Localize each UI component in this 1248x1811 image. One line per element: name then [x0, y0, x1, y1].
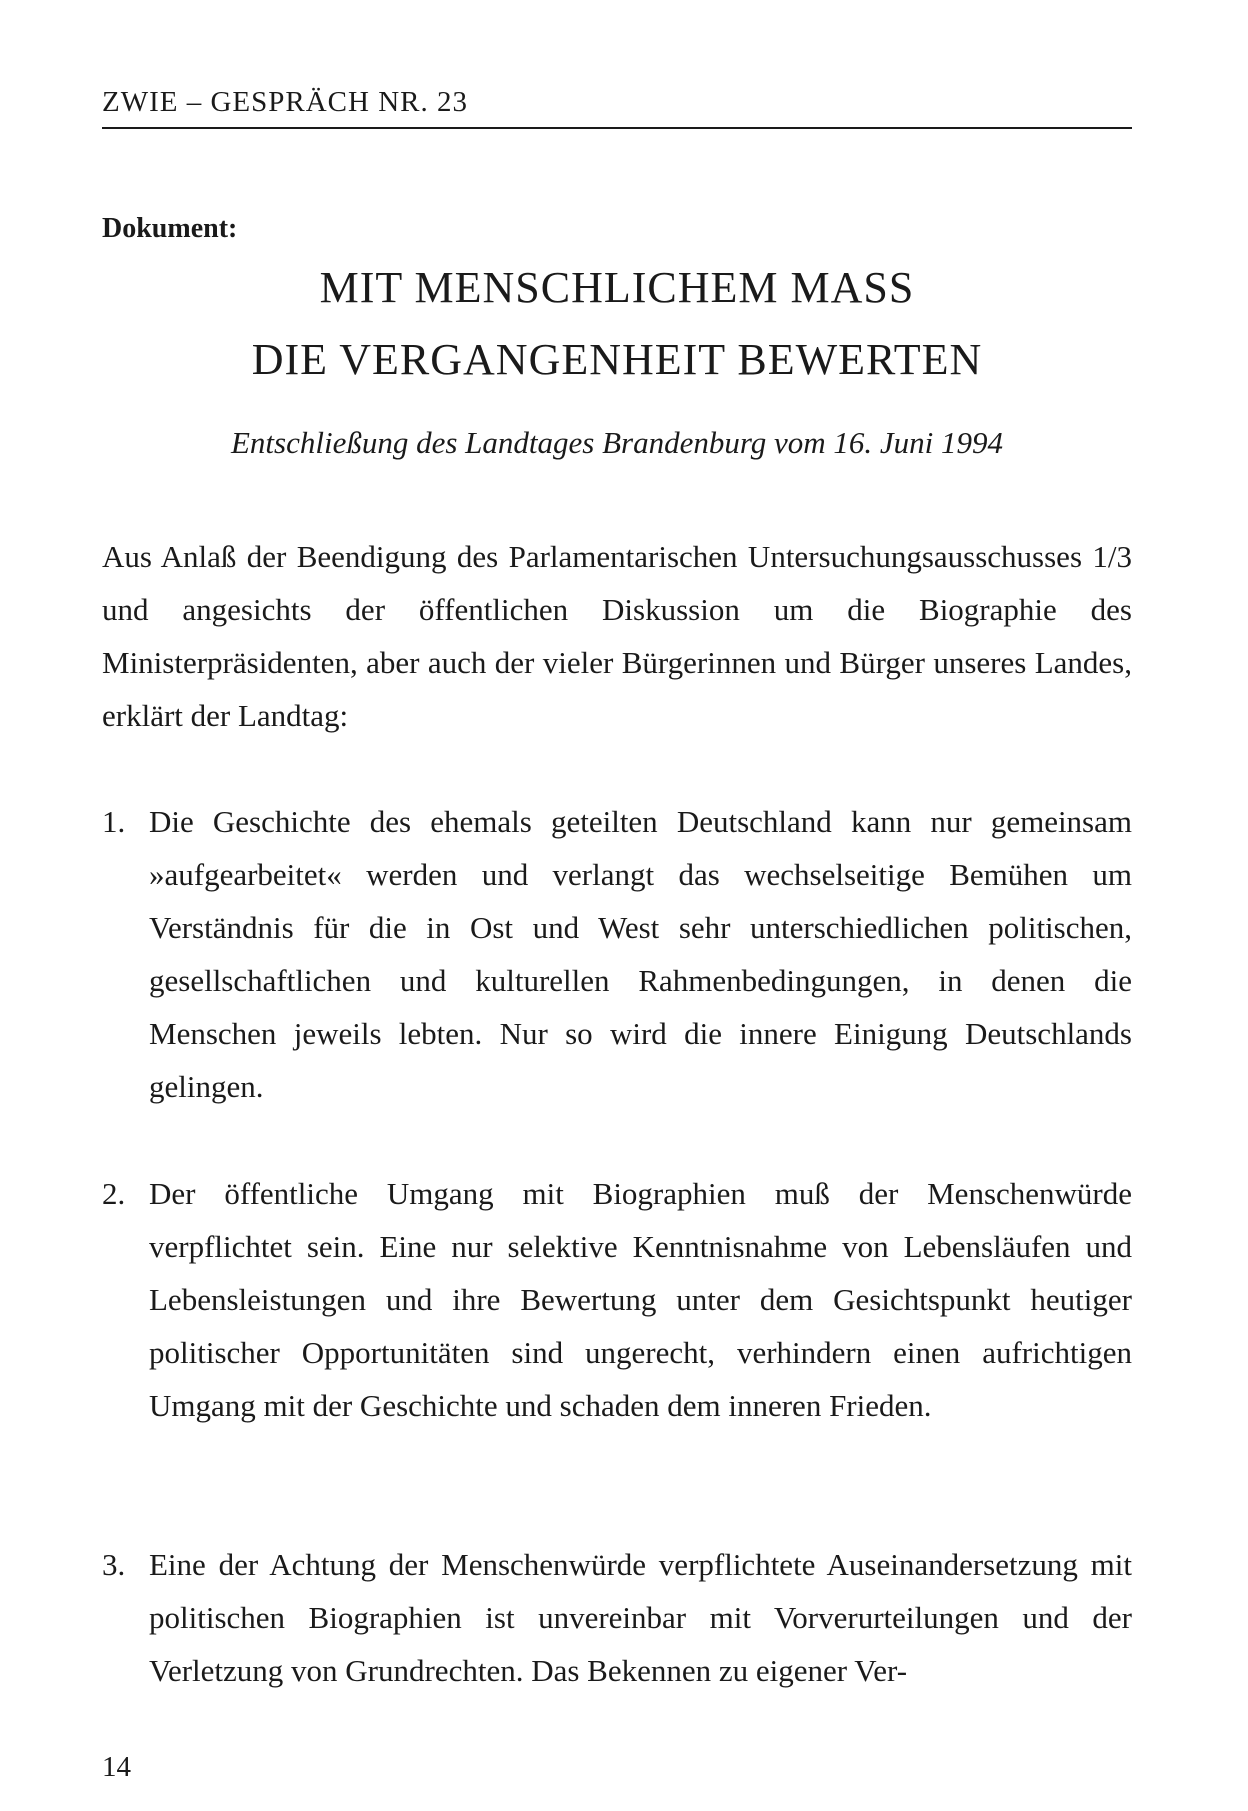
item-text: Der öffentliche Umgang mit Biographien muß der Menschenwürde verpflichtet sein. Eine nur selektive Kenntnisnahme von Lebensläufen und Lebensleistungen und ihre Bewertung unter dem Gesichtspunkt heutiger politischer Opportunitäten sind ungerecht, verhindern einen aufrichtigen Umgang mit der Geschichte und schaden dem inneren Frieden.	[149, 1176, 1132, 1423]
running-head: ZWIE – GESPRÄCH NR. 23	[102, 86, 468, 118]
header-rule	[102, 127, 1132, 129]
numbered-item-2	[102, 1167, 1132, 1432]
item-text: Die Geschichte des ehemals geteilten Deutschland kann nur gemeinsam »aufgearbeitet« werden und verlangt das wechselseitige Bemühen um Verständnis für die in Ost und West sehr unterschiedlichen politischen, gesellschaftlichen und kulturellen Rahmenbedingungen, in denen die Menschen jeweils lebten. Nur so wird die innere Einigung Deutschlands gelingen.	[149, 804, 1132, 1104]
page-number: 14	[102, 1751, 131, 1783]
document-subtitle: Entschließung des Landtages Brandenburg vom 16. Juni 1994	[230, 425, 1004, 460]
numbered-item-1	[102, 795, 1132, 1113]
document-title-line-2: DIE VERGANGENHEIT BEWERTEN	[251, 335, 983, 384]
item-number: 1.	[102, 804, 126, 839]
item-number: 2.	[102, 1176, 126, 1211]
document-label: Dokument:	[102, 213, 238, 244]
intro-paragraph: Aus Anlaß der Beendigung des Parlamentarischen Untersuchungsausschusses 1/3 und angesichts der öffentlichen Diskussion um die Biographie des Ministerpräsidenten, aber auch der vieler Bürgerinnen und Bürger unseres Landes, erklärt der Landtag:	[102, 539, 1132, 733]
item-text: Eine der Achtung der Menschenwürde verpflichtete Auseinandersetzung mit politischen Biographien ist unvereinbar mit Vorverurteilungen und der Verletzung von Grundrechten. Das Bekennen zu eigener Ver-	[149, 1547, 1132, 1688]
numbered-item-3	[102, 1538, 1132, 1697]
item-number: 3.	[102, 1547, 126, 1582]
document-title-line-1: MIT MENSCHLICHEM MASS	[319, 263, 915, 312]
